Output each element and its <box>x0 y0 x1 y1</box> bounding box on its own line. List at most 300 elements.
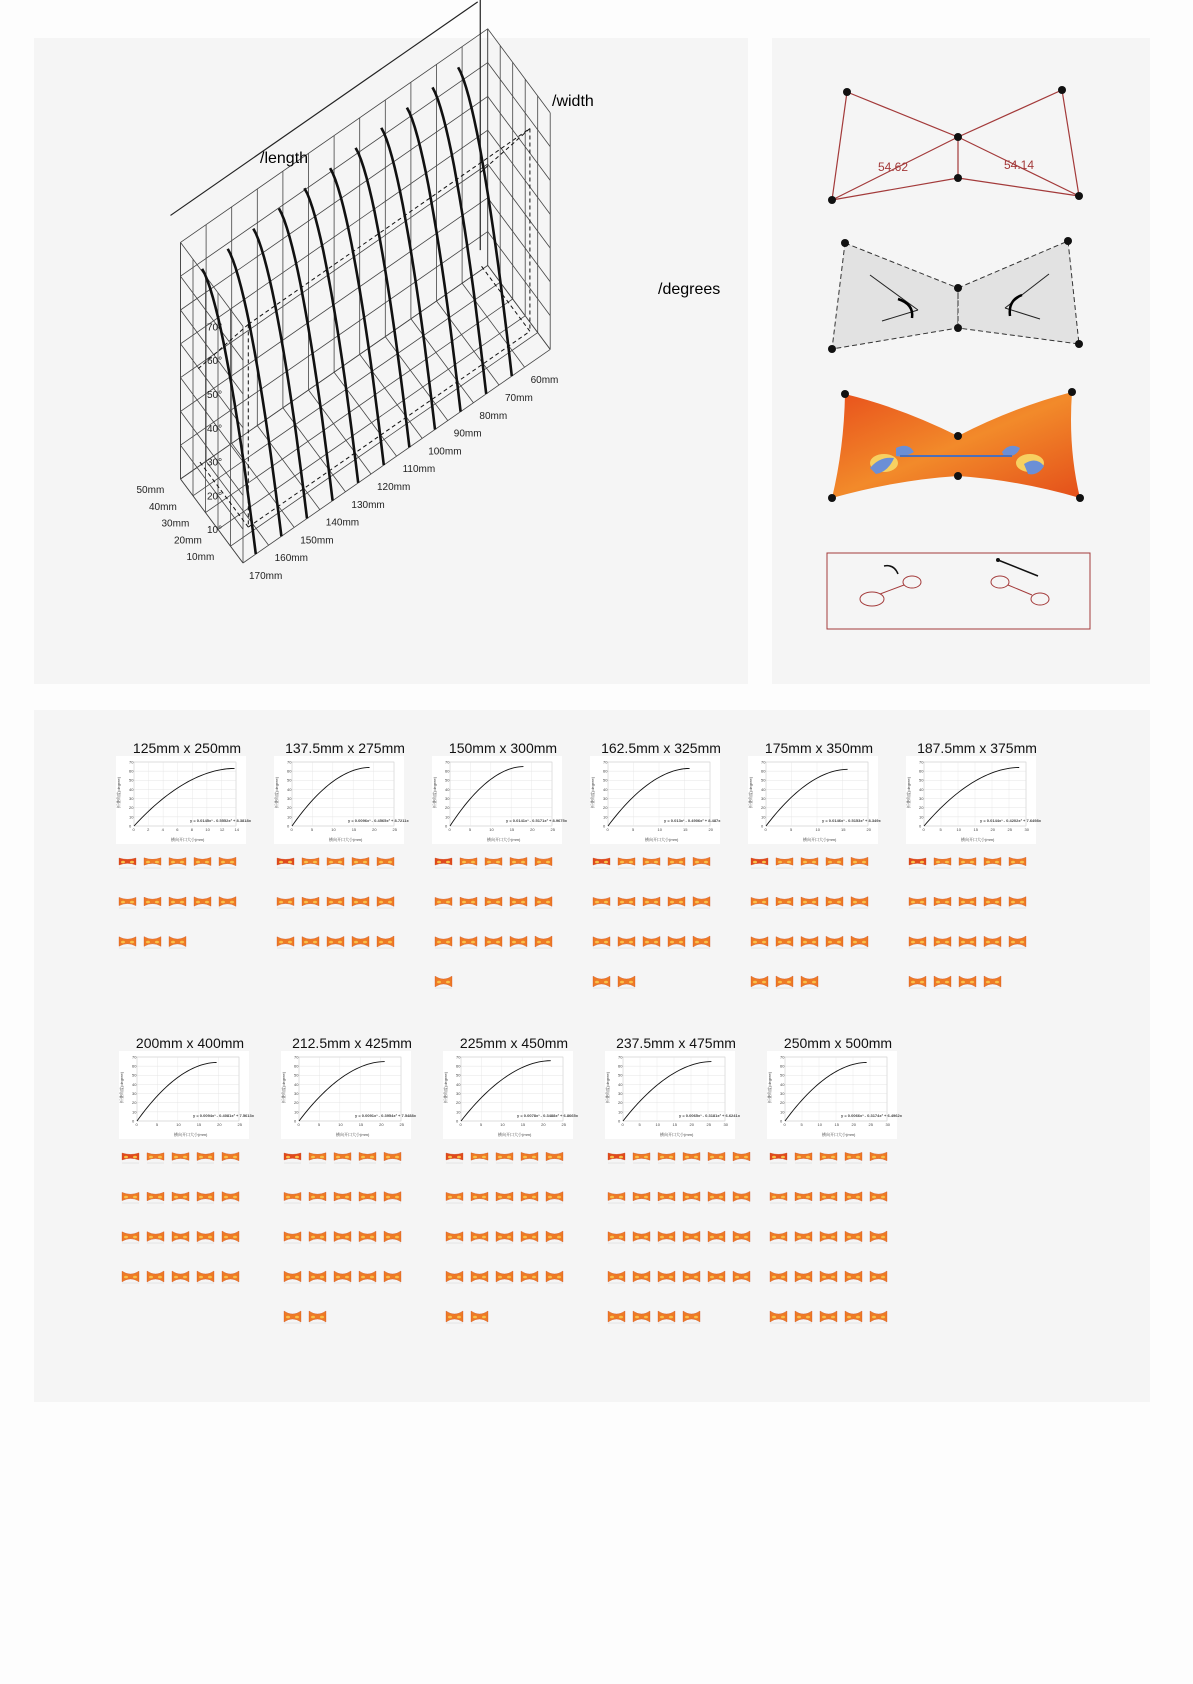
simulation-thumbnail <box>434 934 453 949</box>
y-tick: 30 <box>919 795 924 801</box>
x-tick: 15 <box>841 827 846 832</box>
geometry-diagram <box>828 86 1083 204</box>
simulation-thumbnail <box>933 854 952 869</box>
simulation-thumbnail <box>218 894 237 909</box>
simulation-thumbnail <box>750 854 769 869</box>
x-tick: 15 <box>520 1122 526 1127</box>
simulation-thumbnail <box>707 1189 726 1204</box>
y-tick: 50 <box>761 777 766 783</box>
simulation-thumbnail <box>326 894 345 909</box>
chart-title: 225mm x 450mm <box>459 1035 569 1051</box>
simulation-thumbnail <box>657 1229 676 1244</box>
simulation-thumbnail <box>520 1269 539 1284</box>
mini-chart-svg <box>748 756 881 844</box>
plot-area <box>134 762 236 826</box>
simulation-thumbnail <box>732 1189 751 1204</box>
length-tick: 120mm <box>377 482 411 493</box>
y-tick: 60 <box>294 1063 299 1069</box>
chart-title: 125mm x 250mm <box>132 740 242 756</box>
simulation-thumbnail <box>607 1269 626 1284</box>
y-tick: 20 <box>445 805 450 811</box>
simulation-thumbnail <box>146 1149 165 1164</box>
simulation-thumbnail <box>351 854 370 869</box>
simulation-thumbnail <box>383 1189 402 1204</box>
y-tick: 70 <box>919 759 924 765</box>
fold-planes-diagram <box>828 237 1083 353</box>
simulation-thumbnail <box>283 1149 302 1164</box>
chart-title: 175mm x 350mm <box>764 740 874 756</box>
y-tick: 20 <box>129 805 134 811</box>
x-tick: 10 <box>205 827 210 832</box>
y-tick: 70 <box>287 759 292 765</box>
y-tick: 40 <box>132 1081 137 1087</box>
simulation-thumbnail <box>383 1149 402 1164</box>
simulation-thumbnail <box>682 1189 701 1204</box>
chart-title: 187.5mm x 375mm <box>917 740 1037 756</box>
simulation-thumbnail <box>301 854 320 869</box>
simulation-thumbnail <box>933 934 952 949</box>
simulation-thumbnail <box>794 1309 813 1324</box>
simulation-thumbnail <box>534 894 553 909</box>
simulation-thumbnail <box>470 1149 489 1164</box>
y-tick: 50 <box>294 1072 299 1078</box>
y-tick: 0 <box>456 1118 459 1124</box>
y-tick: 70 <box>445 759 450 765</box>
x-tick: 20 <box>530 827 535 832</box>
equation: y = 0.0144x³ - 0.4202x² + 7.6498x <box>980 818 1041 823</box>
y-tick: 60 <box>132 1063 137 1069</box>
simulation-thumbnail <box>333 1229 352 1244</box>
simulation-thumbnail <box>358 1229 377 1244</box>
simulation-thumbnail <box>732 1269 751 1284</box>
x-tick: 20 <box>866 827 871 832</box>
y-tick: 60 <box>129 768 134 774</box>
y-tick: 30 <box>132 1090 137 1096</box>
x-tick: 20 <box>372 827 377 832</box>
simulation-thumbnail <box>682 1309 701 1324</box>
x-tick: 25 <box>392 827 397 832</box>
y-tick: 40 <box>445 786 450 792</box>
simulation-thumbnail <box>819 1309 838 1324</box>
x-tick: 0 <box>764 827 767 832</box>
equation: y = 0.0146x³ - 0.5153x² + 8.349x <box>822 818 881 823</box>
simulation-thumbnail <box>283 1269 302 1284</box>
width-tick: 50mm <box>136 485 165 496</box>
mechanism-sketch <box>827 553 1090 629</box>
simulation-thumbnail <box>850 894 869 909</box>
y-tick: 0 <box>618 1118 621 1124</box>
x-tick: 25 <box>868 1122 873 1127</box>
y-tick: 30 <box>294 1090 299 1096</box>
x-tick: 15 <box>351 827 357 832</box>
x-tick: 0 <box>132 827 135 832</box>
x-tick: 2 <box>147 827 150 832</box>
y-tick: 30 <box>761 795 766 801</box>
simulation-thumbnail <box>146 1269 165 1284</box>
simulation-thumbnail <box>196 1149 215 1164</box>
simulation-thumbnail <box>607 1189 626 1204</box>
plot-area <box>137 1057 239 1121</box>
x-tick: 10 <box>489 827 494 832</box>
simulation-thumbnail <box>376 854 395 869</box>
simulation-thumbnail <box>545 1149 564 1164</box>
simulation-thumbnail <box>509 934 528 949</box>
simulation-thumbnail <box>958 854 977 869</box>
y-tick: 10 <box>780 1109 785 1115</box>
simulation-thumbnail <box>143 894 162 909</box>
simulation-thumbnail <box>121 1269 140 1284</box>
y-tick: 50 <box>603 777 608 783</box>
x-tick: 20 <box>708 827 713 832</box>
simulation-thumbnail <box>769 1189 788 1204</box>
x-label: 横向开口大小(mm) <box>822 1132 856 1137</box>
length-tick: 130mm <box>351 499 385 511</box>
y-tick: 20 <box>456 1100 461 1106</box>
simulation-thumbnail <box>869 1189 888 1204</box>
simulation-thumbnail <box>495 1229 514 1244</box>
simulation-thumbnail <box>657 1149 676 1164</box>
degree-tick: 20° <box>207 491 223 503</box>
equation: y = 0.0145x³ - 0.5552x² + 8.3818x <box>190 818 251 823</box>
equation: y = 0.0141x³ - 0.5171x² + 8.9675x <box>506 818 567 823</box>
plot-area <box>461 1057 563 1121</box>
degree-tick: 30° <box>207 457 223 469</box>
x-label: 横向开口大小(mm) <box>174 1132 208 1137</box>
x-tick: 10 <box>956 827 961 832</box>
simulation-thumbnail <box>168 934 187 949</box>
x-tick: 5 <box>638 1122 641 1127</box>
y-tick: 20 <box>287 805 292 811</box>
simulation-thumbnail <box>642 854 661 869</box>
y-tick: 60 <box>780 1063 785 1069</box>
simulation-thumbnail <box>193 894 212 909</box>
x-label: 横向开口大小(mm) <box>660 1132 694 1137</box>
simulation-thumbnail <box>800 854 819 869</box>
mini-chart <box>605 1051 740 1139</box>
charts-grid-panel <box>34 710 1150 1402</box>
mini-chart-svg <box>432 756 567 844</box>
y-tick: 10 <box>919 814 924 820</box>
y-tick: 20 <box>132 1100 137 1106</box>
simulation-thumbnail <box>819 1149 838 1164</box>
simulation-thumbnail <box>221 1189 240 1204</box>
y-tick: 0 <box>445 823 448 829</box>
mini-chart <box>590 756 720 844</box>
y-tick: 10 <box>287 814 292 820</box>
length-tick: 80mm <box>479 410 508 422</box>
y-tick: 50 <box>919 777 924 783</box>
chart-title: 237.5mm x 475mm <box>616 1035 736 1051</box>
length-tick: 90mm <box>453 428 482 440</box>
simulation-thumbnail <box>750 934 769 949</box>
simulation-thumbnail <box>484 854 503 869</box>
degree-tick: 40° <box>207 423 223 435</box>
y-tick: 10 <box>445 814 450 820</box>
y-tick: 20 <box>618 1100 623 1106</box>
x-tick: 0 <box>606 827 609 832</box>
x-label: 横向开口大小(mm) <box>336 1132 370 1137</box>
chart-title: 137.5mm x 275mm <box>285 740 405 756</box>
y-tick: 20 <box>919 805 924 811</box>
width-tick: 10mm <box>186 552 215 564</box>
y-tick: 20 <box>761 805 766 811</box>
simulation-thumbnail <box>358 1189 377 1204</box>
simulation-thumbnail <box>775 974 794 989</box>
degree-tick: 60° <box>207 356 223 368</box>
simulation-thumbnail <box>958 934 977 949</box>
length-tick: 160mm <box>274 553 308 565</box>
simulation-thumbnail <box>333 1149 352 1164</box>
simulation-thumbnail <box>775 854 794 869</box>
simulation-thumbnail <box>1008 934 1027 949</box>
simulation-thumbnail <box>750 894 769 909</box>
simulation-thumbnail <box>667 934 686 949</box>
simulation-thumbnail <box>607 1309 626 1324</box>
x-tick: 20 <box>851 1122 856 1127</box>
length-tick: 110mm <box>402 464 436 476</box>
x-tick: 10 <box>176 1122 181 1127</box>
y-label: 折叠角度(degree) <box>748 776 753 808</box>
x-tick: 15 <box>672 1122 677 1127</box>
x-tick: 15 <box>509 827 515 832</box>
simulation-thumbnail <box>632 1229 651 1244</box>
simulation-thumbnail <box>470 1309 489 1324</box>
simulation-thumbnail <box>769 1309 788 1324</box>
simulation-thumbnail <box>592 974 611 989</box>
x-tick: 10 <box>817 1122 822 1127</box>
x-tick: 5 <box>310 827 314 832</box>
3d-grid <box>171 0 551 563</box>
x-tick: 5 <box>317 1122 321 1127</box>
x-tick: 15 <box>196 1122 202 1127</box>
y-tick: 70 <box>294 1054 299 1060</box>
x-tick: 10 <box>331 827 336 832</box>
simulation-thumbnail <box>276 854 295 869</box>
y-tick: 40 <box>603 786 608 792</box>
simulation-thumbnail <box>769 1269 788 1284</box>
y-tick: 20 <box>294 1100 299 1106</box>
x-tick: 4 <box>161 827 164 832</box>
y-tick: 50 <box>618 1072 623 1078</box>
width-tick: 40mm <box>149 501 177 513</box>
mini-chart <box>443 1051 578 1139</box>
y-tick: 60 <box>618 1063 623 1069</box>
mini-chart-svg <box>116 756 251 844</box>
3d-curve <box>458 67 512 376</box>
equation: y = 0.0096x³ - 0.4565x² + 8.7211x <box>348 818 409 823</box>
simulation-thumbnail <box>794 1189 813 1204</box>
simulation-thumbnail <box>775 934 794 949</box>
y-tick: 40 <box>919 786 924 792</box>
x-tick: 15 <box>358 1122 364 1127</box>
y-tick: 40 <box>287 786 292 792</box>
simulation-thumbnail <box>607 1229 626 1244</box>
simulation-thumbnail <box>819 1189 838 1204</box>
chart-title: 212.5mm x 425mm <box>292 1035 412 1051</box>
simulation-thumbnail <box>844 1269 863 1284</box>
equation: y = 0.0066x³ - 0.3174x² + 6.4962x <box>841 1113 902 1118</box>
y-tick: 10 <box>456 1109 461 1115</box>
3d-chart-panel <box>34 38 748 684</box>
y-tick: 60 <box>287 768 292 774</box>
x-tick: 0 <box>459 1122 462 1127</box>
simulation-thumbnail <box>470 1229 489 1244</box>
y-tick: 40 <box>294 1081 299 1087</box>
mini-chart <box>748 756 881 844</box>
length-tick: 170mm <box>249 571 283 582</box>
simulation-thumbnail <box>168 854 187 869</box>
3d-angle-chart <box>34 38 748 684</box>
simulation-thumbnail <box>495 1269 514 1284</box>
simulation-thumbnail <box>445 1229 464 1244</box>
x-tick: 0 <box>922 827 925 832</box>
y-tick: 10 <box>129 814 134 820</box>
y-label: 折叠角度(degree) <box>605 1071 610 1103</box>
x-tick: 20 <box>379 1122 384 1127</box>
simulation-thumbnail <box>196 1269 215 1284</box>
y-tick: 70 <box>603 759 608 765</box>
simulation-thumbnail <box>1008 894 1027 909</box>
mini-chart-svg <box>281 1051 416 1139</box>
simulation-thumbnail <box>825 934 844 949</box>
simulation-thumbnail <box>800 894 819 909</box>
simulation-thumbnail <box>983 894 1002 909</box>
x-label: 横向开口大小(mm) <box>645 837 679 842</box>
simulation-thumbnail <box>667 854 686 869</box>
x-tick: 25 <box>561 1122 566 1127</box>
simulation-thumbnail <box>794 1229 813 1244</box>
x-label: 横向开口大小(mm) <box>329 837 363 842</box>
y-tick: 0 <box>780 1118 783 1124</box>
simulation-thumbnail <box>642 934 661 949</box>
simulation-thumbnail <box>933 894 952 909</box>
simulation-thumbnail <box>592 934 611 949</box>
simulation-thumbnail <box>358 1149 377 1164</box>
simulation-thumbnail <box>520 1189 539 1204</box>
x-tick: 6 <box>176 827 179 832</box>
simulation-thumbnail <box>657 1189 676 1204</box>
simulation-thumbnail <box>869 1309 888 1324</box>
simulation-thumbnail <box>732 1229 751 1244</box>
simulation-thumbnail <box>707 1149 726 1164</box>
simulation-thumbnail <box>146 1189 165 1204</box>
simulation-thumbnail <box>509 854 528 869</box>
simulation-thumbnail <box>470 1269 489 1284</box>
simulation-thumbnail <box>844 1189 863 1204</box>
plot-area <box>299 1057 401 1121</box>
simulation-thumbnail <box>844 1149 863 1164</box>
simulation-thumbnail <box>908 974 927 989</box>
x-tick: 0 <box>297 1122 300 1127</box>
simulation-thumbnail <box>283 1189 302 1204</box>
mini-chart <box>432 756 567 844</box>
simulation-thumbnail <box>520 1149 539 1164</box>
y-label: 折叠角度(degree) <box>116 776 121 808</box>
y-tick: 30 <box>287 795 292 801</box>
simulation-thumbnail <box>825 854 844 869</box>
plot-area <box>450 762 552 826</box>
simulation-thumbnail <box>850 934 869 949</box>
mini-chart-svg <box>119 1051 254 1139</box>
y-tick: 60 <box>445 768 450 774</box>
y-label: 折叠角度(degree) <box>119 1071 124 1103</box>
x-tick: 20 <box>689 1122 694 1127</box>
x-tick: 5 <box>479 1122 483 1127</box>
x-label: 横向开口大小(mm) <box>803 837 837 842</box>
length-tick: 140mm <box>325 517 360 529</box>
y-tick: 10 <box>603 814 608 820</box>
simulation-thumbnail <box>301 934 320 949</box>
simulation-thumbnail <box>908 934 927 949</box>
simulation-thumbnail <box>682 1149 701 1164</box>
y-tick: 70 <box>780 1054 785 1060</box>
y-tick: 30 <box>618 1090 623 1096</box>
x-tick: 0 <box>448 827 451 832</box>
simulation-thumbnail <box>118 934 137 949</box>
simulation-thumbnail <box>869 1229 888 1244</box>
simulation-thumbnail <box>617 974 636 989</box>
simulation-thumbnail <box>383 1269 402 1284</box>
simulation-thumbnail <box>171 1269 190 1284</box>
x-label: 横向开口大小(mm) <box>498 1132 532 1137</box>
x-tick: 20 <box>990 827 995 832</box>
x-tick: 25 <box>550 827 555 832</box>
x-tick: 0 <box>621 1122 624 1127</box>
mini-chart <box>116 756 251 844</box>
x-tick: 0 <box>135 1122 138 1127</box>
simulation-thumbnail <box>642 894 661 909</box>
x-tick: 25 <box>706 1122 711 1127</box>
simulation-thumbnail <box>484 894 503 909</box>
simulation-thumbnail <box>819 1269 838 1284</box>
simulation-thumbnail <box>958 894 977 909</box>
simulation-thumbnail <box>819 1229 838 1244</box>
width-tick: 30mm <box>161 518 190 530</box>
simulation-thumbnail <box>850 854 869 869</box>
length-tick: 70mm <box>505 393 533 404</box>
equation: y = 0.0078x³ - 0.3488x² + 6.8665x <box>517 1113 578 1118</box>
y-tick: 50 <box>780 1072 785 1078</box>
simulation-thumbnail <box>221 1269 240 1284</box>
x-tick: 30 <box>1024 827 1029 832</box>
angle-right-label: 54.14 <box>1004 158 1035 172</box>
x-tick: 10 <box>500 1122 505 1127</box>
x-tick: 8 <box>190 827 194 832</box>
y-tick: 40 <box>129 786 134 792</box>
simulation-thumbnail <box>657 1309 676 1324</box>
simulation-thumbnail <box>545 1269 564 1284</box>
simulation-thumbnail <box>434 854 453 869</box>
simulation-thumbnail <box>495 1189 514 1204</box>
plot-area <box>292 762 394 826</box>
simulation-thumbnail <box>983 934 1002 949</box>
mini-chart <box>767 1051 902 1139</box>
simulation-thumbnail <box>632 1269 651 1284</box>
simulation-thumbnail <box>193 854 212 869</box>
simulation-thumbnail <box>908 894 927 909</box>
x-tick: 5 <box>800 1122 803 1127</box>
simulation-thumbnail <box>333 1269 352 1284</box>
mini-chart-svg <box>590 756 720 844</box>
equation: y = 0.013x³ - 0.4906x² + 8.487x <box>664 818 721 823</box>
x-tick: 10 <box>815 827 820 832</box>
simulation-thumbnail <box>326 854 345 869</box>
simulation-thumbnail <box>276 934 295 949</box>
y-tick: 10 <box>294 1109 299 1115</box>
simulation-thumbnail <box>682 1269 701 1284</box>
simulation-thumbnail <box>844 1229 863 1244</box>
mini-chart-svg <box>767 1051 902 1139</box>
